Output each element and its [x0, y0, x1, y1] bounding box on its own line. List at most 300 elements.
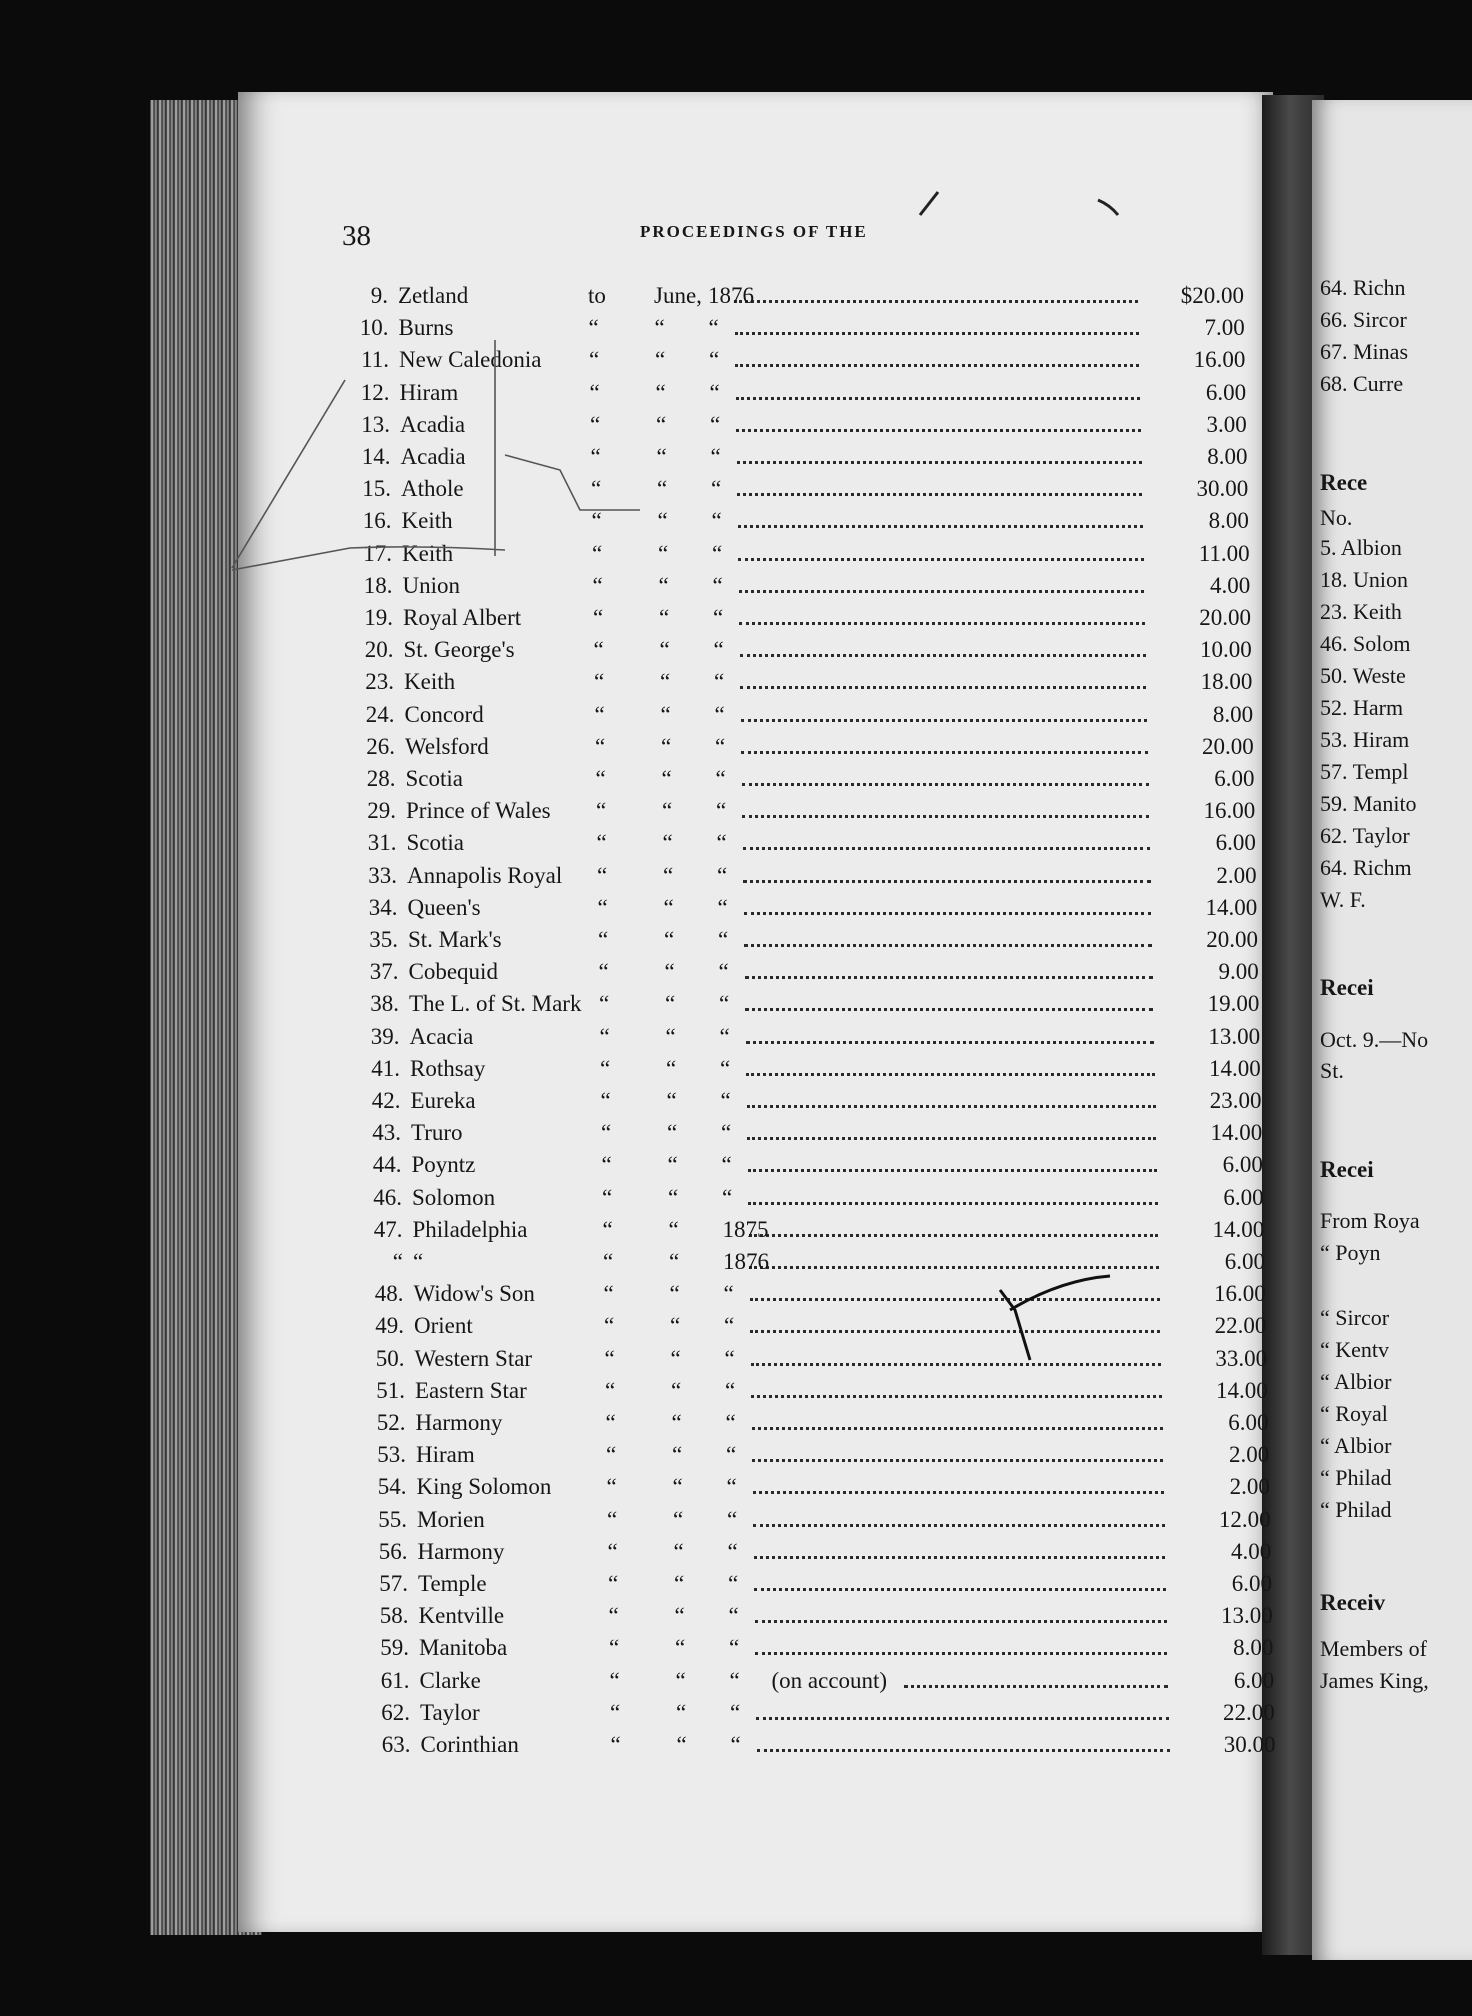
lodge-name: Acadia [400, 444, 466, 469]
amount: 11.00 [1198, 540, 1250, 566]
lodge-number: 51. [376, 1377, 405, 1403]
lodge-name: Truro [411, 1120, 463, 1146]
lodge-number: 61. [380, 1667, 410, 1693]
amount: 4.00 [1231, 1538, 1272, 1564]
date-year: “ [709, 347, 720, 373]
lodge-number: 16. [362, 508, 392, 534]
date-year: “ [711, 508, 722, 534]
date-ditto-1: “ [595, 766, 606, 791]
date-ditto-2: “ [668, 1184, 679, 1210]
right-page-line: “ Albior [1320, 1369, 1392, 1394]
date-year: “ [726, 1474, 737, 1500]
amount: $20.00 [1180, 283, 1244, 308]
date-ditto-2: “ [673, 1538, 684, 1564]
right-page-line: James King, [1320, 1668, 1429, 1693]
date-ditto-2: “ [664, 959, 675, 985]
date-ditto-2: “ [657, 476, 668, 502]
amount: 6.00 [1205, 379, 1247, 405]
date-ditto-1: “ [593, 605, 604, 630]
date-ditto-1: “ [608, 1603, 619, 1629]
lodge-number: 28. [366, 766, 396, 791]
lodge-name: Athole [401, 476, 464, 502]
date-ditto-2: “ [673, 1506, 684, 1532]
date-ditto-1: “ [599, 991, 610, 1017]
date-year: “ [711, 476, 722, 502]
date-ditto-1: “ [601, 1120, 612, 1146]
date-year: “ [727, 1538, 738, 1564]
date-ditto-1: “ [609, 1635, 620, 1661]
date-ditto-1: “ [590, 444, 601, 469]
lodge-number: 48. [374, 1281, 404, 1307]
lodge-name: Hiram [399, 379, 459, 405]
date-ditto-1: “ [606, 1474, 617, 1500]
date-year: “ [715, 766, 726, 791]
amount: 3.00 [1206, 411, 1247, 437]
right-page-line: 64. Richn [1320, 275, 1406, 300]
date-ditto-1: “ [593, 637, 604, 663]
lodge-name: New Caledonia [399, 347, 542, 373]
date-ditto-2: “ [666, 1055, 677, 1081]
lodge-name: “ [413, 1249, 424, 1274]
date-ditto-2: “ [661, 733, 672, 759]
date-ditto-2: June, [654, 283, 702, 308]
date-ditto-1: “ [600, 1088, 611, 1113]
section-heading: Recei [1320, 1157, 1374, 1182]
right-page-line: “ Philad [1320, 1497, 1392, 1522]
lodge-number: 58. [379, 1603, 409, 1629]
date-year: “ [721, 1152, 732, 1178]
right-page-line: Members of [1320, 1636, 1427, 1661]
date-year: “ [709, 379, 720, 405]
right-page-line: “ Sircor [1320, 1305, 1390, 1330]
date-year: “ [725, 1410, 736, 1435]
date-ditto-2: “ [674, 1571, 685, 1596]
lodge-number: 53. [377, 1442, 406, 1468]
lodge-name: Prince of Wales [406, 798, 551, 824]
amount: 14.00 [1216, 1377, 1268, 1403]
date-ditto-2: “ [668, 1216, 679, 1242]
lodge-number: 57. [379, 1571, 408, 1596]
lodge-number: 9. [370, 283, 388, 308]
date-ditto-2: “ [675, 1635, 686, 1661]
date-year: “ [717, 894, 728, 920]
date-ditto-1: “ [602, 1216, 613, 1242]
date-ditto-2: “ [662, 798, 673, 824]
right-page-line: 18. Union [1320, 567, 1408, 592]
date-ditto-1: “ [601, 1152, 612, 1178]
date-year: “ [717, 862, 728, 888]
date-ditto-2: “ [671, 1377, 682, 1403]
date-year: “ [710, 411, 721, 437]
lodge-name: Cobequid [408, 959, 498, 985]
amount: 6.00 [1215, 830, 1256, 856]
date-ditto-2: “ [656, 411, 667, 437]
date-year: “ [725, 1377, 736, 1403]
lodge-name: Zetland [398, 283, 469, 308]
date-year: “ [719, 1023, 730, 1049]
date-year: “ [722, 1184, 733, 1210]
lodge-name: Concord [404, 701, 484, 727]
date-year: “ [730, 1732, 741, 1757]
lodge-number: 59. [380, 1635, 409, 1661]
amount: 16.00 [1203, 798, 1256, 824]
right-page-line: “ Poyn [1320, 1240, 1381, 1265]
date-ditto-2: “ [666, 1088, 677, 1113]
date-ditto-2: “ [669, 1249, 680, 1274]
amount: 6.00 [1214, 766, 1255, 791]
date-ditto-2: “ [655, 347, 666, 373]
amount: 6.00 [1228, 1410, 1269, 1435]
lodge-name: Rothsay [410, 1055, 486, 1081]
lodge-number: 10. [359, 315, 389, 341]
date-ditto-2: “ [674, 1603, 685, 1629]
date-year: “ [724, 1313, 735, 1339]
amount: 14.00 [1212, 1216, 1265, 1242]
lodge-number: 39. [370, 1023, 400, 1049]
lodge-number: 19. [364, 605, 393, 630]
lodge-name: Solomon [412, 1184, 496, 1210]
amount: 4.00 [1210, 572, 1251, 598]
date-ditto-1: “ [609, 1667, 620, 1693]
lodge-number: 37. [369, 959, 399, 985]
date-ditto-2: “ [656, 444, 667, 469]
right-page-line: “ Albior [1320, 1433, 1392, 1458]
date-year: “ [718, 959, 729, 985]
lodge-name: Scotia [406, 830, 464, 856]
amount: 6.00 [1222, 1152, 1263, 1178]
amount: 22.00 [1223, 1699, 1275, 1725]
date-ditto-1: “ [592, 572, 603, 598]
date-year: “ [719, 991, 730, 1017]
date-year: “ [714, 701, 725, 727]
amount: 16.00 [1193, 347, 1246, 373]
date-year: “ [716, 798, 727, 824]
right-page-line: 59. Manito [1320, 791, 1417, 816]
amount: 13.00 [1220, 1603, 1273, 1629]
date-ditto-1: “ [605, 1410, 616, 1435]
date-ditto-2: “ [676, 1699, 687, 1725]
lodge-number: 49. [375, 1313, 404, 1339]
lodge-name: Harmony [415, 1410, 503, 1435]
amount: 13.00 [1208, 1023, 1261, 1049]
section-heading: Receiv [1320, 1590, 1386, 1615]
date-ditto-2: “ [676, 1732, 687, 1757]
lodge-name: The L. of St. Mark [409, 991, 582, 1017]
date-ditto-2: “ [662, 830, 673, 856]
right-page-line: St. [1320, 1058, 1344, 1083]
amount: 6.00 [1223, 1184, 1264, 1210]
amount: 6.00 [1224, 1249, 1265, 1274]
lodge-name: Corinthian [420, 1732, 519, 1757]
date-ditto-2: “ [654, 315, 665, 341]
date-ditto-1: “ [610, 1699, 621, 1725]
amount: 12.00 [1218, 1506, 1271, 1532]
date-year: “ [720, 1055, 731, 1081]
amount: 18.00 [1200, 669, 1253, 695]
amount: 8.00 [1212, 701, 1254, 727]
lodge-number: 29. [367, 798, 396, 824]
date-ditto-2: “ [675, 1667, 686, 1693]
lodge-name: Western Star [414, 1345, 533, 1371]
right-page-line: 67. Minas [1320, 339, 1408, 364]
lodge-number: 44. [372, 1152, 402, 1178]
date-ditto-2: “ [665, 1023, 676, 1049]
lodge-name: St. George's [403, 637, 515, 663]
right-page-line: 57. Templ [1320, 759, 1409, 784]
lodge-number: 14. [361, 444, 391, 469]
lodge-number: 11. [361, 347, 389, 373]
lodge-name: Keith [401, 508, 453, 534]
date-ditto-1: “ [608, 1571, 619, 1596]
date-ditto-1: “ [591, 508, 602, 534]
lodge-name: Keith [404, 669, 456, 695]
date-ditto-1: “ [607, 1506, 618, 1532]
right-page-line: 64. Richm [1320, 855, 1412, 880]
date-ditto-1: “ [604, 1345, 615, 1371]
lodge-name: Harmony [417, 1538, 505, 1564]
right-page-line: 50. Weste [1320, 663, 1406, 688]
lodge-name: Kentville [418, 1603, 505, 1629]
date-year: “ [715, 733, 726, 759]
date-year: “ [718, 927, 729, 952]
date-year: “ [728, 1571, 739, 1596]
date-year: “ [713, 637, 724, 663]
date-ditto-1: “ [606, 1442, 617, 1468]
amount: 8.00 [1233, 1635, 1274, 1661]
lodge-number: 63. [381, 1732, 411, 1757]
lodge-name: Burns [398, 315, 454, 341]
date-ditto-1: “ [592, 540, 603, 566]
amount: 6.00 [1233, 1667, 1275, 1693]
date-year: “ [716, 830, 727, 856]
date-ditto-1: “ [596, 798, 607, 824]
date-ditto-2: “ [660, 701, 671, 727]
lodge-number: 50. [375, 1345, 405, 1371]
date-year: “ [712, 572, 723, 598]
lodge-name: Acacia [409, 1023, 474, 1049]
lodge-number: 55. [378, 1506, 407, 1532]
lodge-number: 42. [371, 1088, 401, 1113]
amount: 8.00 [1207, 444, 1248, 469]
date-ditto-1: “ [595, 733, 606, 759]
date-year: 1876 [723, 1249, 769, 1274]
amount: 14.00 [1209, 1055, 1261, 1081]
date-ditto-1: “ [597, 862, 608, 888]
date-year: 1875 [722, 1216, 769, 1242]
amount: 23.00 [1209, 1088, 1262, 1113]
date-ditto-2: “ [672, 1474, 683, 1500]
amount: 2.00 [1228, 1442, 1270, 1468]
lodge-name: King Solomon [416, 1474, 552, 1500]
row-note: (on account) [771, 1667, 888, 1693]
right-page-line: 52. Harm [1320, 695, 1404, 720]
right-page-line: “ Kentv [1320, 1337, 1390, 1362]
date-ditto-2: “ [658, 540, 669, 566]
amount: 10.00 [1199, 637, 1252, 663]
lodge-number: 62. [381, 1699, 410, 1725]
lodge-number: 56. [378, 1538, 408, 1564]
lodge-number: 15. [362, 476, 391, 502]
date-ditto-1: “ [607, 1538, 618, 1564]
date-ditto-1: “ [598, 959, 609, 985]
date-ditto-2: “ [670, 1345, 681, 1371]
amount: 22.00 [1214, 1313, 1267, 1339]
amount: 7.00 [1204, 315, 1245, 341]
amount: 9.00 [1218, 959, 1259, 985]
amount: 30.00 [1223, 1732, 1276, 1757]
date-ditto-2: “ [658, 572, 669, 598]
lodge-name: Temple [418, 1571, 487, 1596]
lodge-name: Manitoba [419, 1635, 508, 1661]
date-ditto-1: “ [602, 1184, 613, 1210]
amount: 14.00 [1205, 894, 1258, 920]
lodge-name: Eastern Star [415, 1377, 527, 1403]
lodge-name: Widow's Son [413, 1281, 535, 1307]
right-page-line: 53. Hiram [1320, 727, 1410, 752]
right-page-line: “ Philad [1320, 1465, 1392, 1490]
date-ditto-1: “ [603, 1249, 614, 1274]
date-ditto-1: “ [588, 315, 599, 341]
amount: 30.00 [1196, 476, 1249, 502]
lodge-number: 13. [361, 411, 390, 437]
date-ditto-1: “ [599, 1023, 610, 1049]
lodge-number: 23. [365, 669, 394, 695]
date-year: “ [730, 1699, 741, 1725]
amount: 6.00 [1231, 1571, 1272, 1596]
amount: 2.00 [1216, 862, 1257, 888]
amount: 20.00 [1199, 605, 1251, 630]
amount: 14.00 [1210, 1120, 1263, 1146]
date-year: “ [712, 540, 723, 566]
date-ditto-2: “ [665, 991, 676, 1017]
date-ditto-2: “ [657, 508, 668, 534]
lodge-name: Poyntz [411, 1152, 476, 1178]
date-year: “ [728, 1603, 739, 1629]
date-ditto-1: “ [605, 1377, 616, 1403]
lodge-number: 18. [363, 572, 393, 598]
right-page-line: From Roya [1320, 1208, 1420, 1233]
lodge-number: 33. [368, 862, 397, 888]
lodge-name: Orient [414, 1313, 473, 1339]
lodge-number: 26. [366, 733, 395, 759]
lodge-number: 31. [367, 830, 397, 856]
lodge-name: St. Mark's [408, 927, 502, 952]
date-year: “ [721, 1120, 732, 1146]
right-page-line: Oct. 9.—No [1320, 1027, 1429, 1052]
lodge-number: “ [392, 1249, 403, 1274]
lodge-name: Annapolis Royal [407, 862, 563, 888]
lodge-number: 54. [377, 1474, 407, 1500]
section-heading: Recei [1320, 975, 1374, 1000]
date-ditto-1: “ [598, 927, 609, 952]
date-ditto-2: “ [660, 669, 671, 695]
date-ditto-2: “ [663, 894, 674, 920]
date-year: “ [720, 1088, 731, 1113]
date-ditto-1: “ [600, 1055, 611, 1081]
lodge-number: 41. [371, 1055, 400, 1081]
right-page-line: “ Royal [1320, 1401, 1388, 1426]
lodge-name: Scotia [405, 766, 463, 791]
date-ditto-1: “ [594, 701, 605, 727]
lodge-number: 38. [370, 991, 399, 1017]
lodge-name: Royal Albert [403, 605, 522, 630]
date-ditto-2: “ [672, 1442, 683, 1468]
date-ditto-2: “ [661, 766, 672, 791]
right-page-line: 46. Solom [1320, 631, 1411, 656]
lodge-number: 47. [373, 1216, 403, 1242]
date-ditto-1: “ [596, 830, 607, 856]
lodge-name: Hiram [416, 1442, 475, 1468]
date-ditto-2: “ [659, 637, 670, 663]
lodge-number: 35. [369, 927, 398, 952]
date-ditto-1: “ [610, 1732, 621, 1757]
amount: 8.00 [1208, 508, 1249, 534]
date-ditto-1: “ [603, 1281, 614, 1307]
column-label: No. [1320, 505, 1353, 530]
date-ditto-1: “ [589, 379, 600, 405]
lodge-number: 20. [364, 637, 394, 663]
date-ditto-2: “ [667, 1152, 678, 1178]
lodge-number: 43. [372, 1120, 401, 1146]
date-ditto-1: “ [591, 476, 602, 502]
date-year: “ [724, 1345, 735, 1371]
date-ditto-1: “ [597, 894, 608, 920]
date-ditto-2: “ [663, 862, 674, 888]
date-ditto-2: “ [655, 379, 666, 405]
lodge-name: Welsford [405, 733, 489, 759]
lodge-name: Morien [417, 1506, 485, 1532]
page-number: 38 [342, 220, 371, 252]
right-page-line: 5. Albion [1320, 535, 1402, 560]
lodge-number: 24. [365, 701, 395, 727]
amount: 16.00 [1213, 1281, 1266, 1307]
lodge-number: 12. [360, 379, 390, 405]
date-ditto-2: “ [670, 1313, 681, 1339]
date-ditto-2: “ [671, 1410, 682, 1435]
date-ditto-2: “ [667, 1120, 678, 1146]
lodge-name: Eureka [410, 1088, 476, 1113]
date-ditto-1: to [588, 283, 606, 308]
lodge-name: Queen's [407, 894, 481, 920]
lodge-name: Clarke [419, 1667, 481, 1693]
date-ditto-1: “ [589, 347, 600, 373]
date-year: “ [723, 1281, 734, 1307]
amount: 20.00 [1206, 927, 1258, 952]
date-year: “ [714, 669, 725, 695]
amount: 2.00 [1229, 1474, 1270, 1500]
date-ditto-2: “ [659, 605, 670, 630]
lodge-number: 34. [368, 894, 398, 920]
date-year: “ [708, 315, 719, 341]
lodge-name: Acadia [400, 411, 466, 437]
right-page-line: 66. Sircor [1320, 307, 1407, 332]
running-head: PROCEEDINGS OF THE [640, 222, 868, 241]
date-ditto-1: “ [594, 669, 605, 695]
right-page-line: W. F. [1320, 887, 1366, 912]
right-page-line: 23. Keith [1320, 599, 1402, 624]
lodge-name: Philadelphia [412, 1216, 528, 1242]
date-year: “ [710, 444, 721, 469]
date-ditto-1: “ [604, 1313, 615, 1339]
right-page-line: 62. Taylor [1320, 823, 1410, 848]
date-year: 1876 [708, 283, 754, 308]
lodge-name: Taylor [420, 1699, 480, 1725]
date-ditto-2: “ [664, 927, 675, 952]
date-ditto-2: “ [669, 1281, 680, 1307]
lodge-number: 46. [373, 1184, 402, 1210]
date-year: “ [726, 1442, 737, 1468]
date-year: “ [729, 1635, 740, 1661]
